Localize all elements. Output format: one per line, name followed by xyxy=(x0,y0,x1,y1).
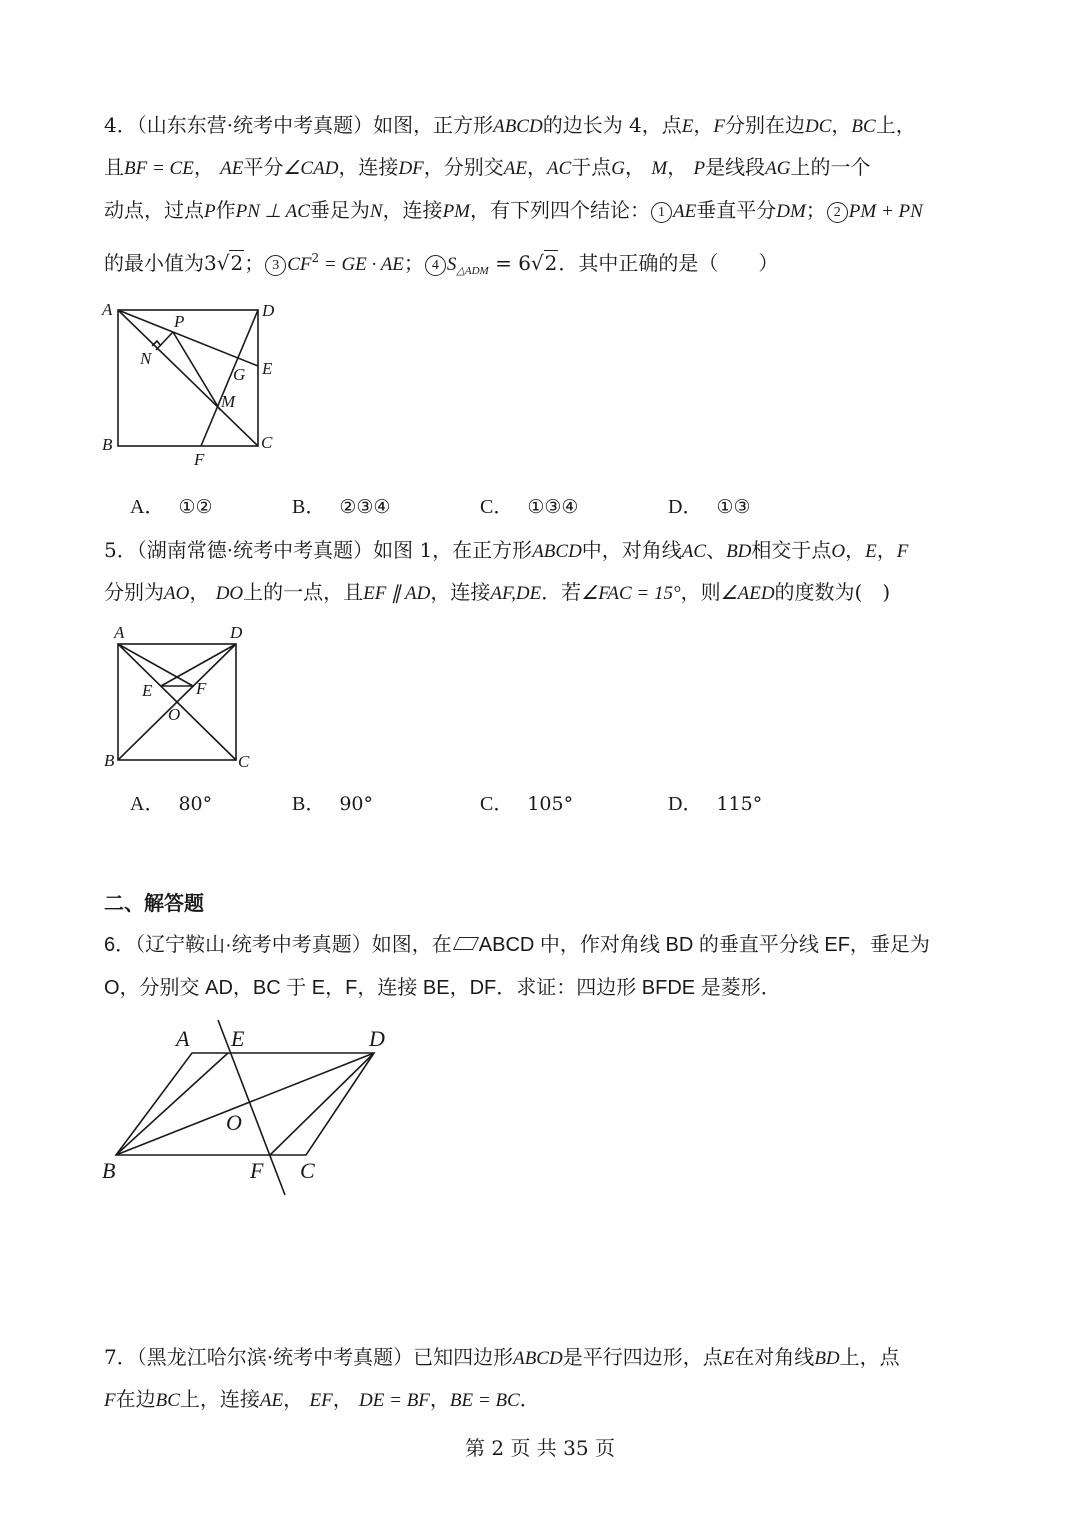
option-label: C． xyxy=(480,793,514,815)
q4-math: △ADM xyxy=(456,265,489,277)
q5-line-1 xyxy=(104,535,908,567)
q4-text: 且 xyxy=(104,155,124,179)
q4-text: 平分 xyxy=(243,155,284,179)
q4-math: G xyxy=(611,158,625,179)
q4-option-d xyxy=(668,493,751,521)
circled-number: 4 xyxy=(425,255,446,276)
q7-text: 是平行四边形，点 xyxy=(562,1345,723,1369)
q4-option-c xyxy=(480,493,578,521)
q6-source: （辽宁鞍山·统考中考真题） xyxy=(135,934,372,956)
q4-text: ，有下列四个结论： xyxy=(470,198,650,222)
q4-math: = GE · AE xyxy=(319,254,404,275)
q4-text: ， xyxy=(667,155,688,179)
q6-figure xyxy=(100,1015,400,1200)
option-label: A． xyxy=(130,793,165,815)
fig-label: C xyxy=(261,433,273,452)
q4-text: ．其中正确的是（ ） xyxy=(558,251,779,275)
fig-label: D xyxy=(262,301,275,320)
q5-text: ．若 xyxy=(541,580,582,604)
q5-figure xyxy=(100,620,260,775)
segment-df xyxy=(270,1053,374,1155)
q7-line-2 xyxy=(104,1384,540,1416)
q7-math: EF xyxy=(309,1390,333,1411)
q5-text: ， xyxy=(189,580,210,604)
option-value: 90° xyxy=(339,793,374,815)
fig-label: B xyxy=(102,435,113,454)
q5-text: 、 xyxy=(706,538,727,562)
q4-figure xyxy=(100,298,290,473)
sqrt-symbol: √ xyxy=(216,251,230,275)
q5-source: （湖南常德·统考中考真题） xyxy=(136,538,374,562)
fig-label: N xyxy=(140,349,152,368)
q4-math: F xyxy=(713,116,726,137)
option-label: A． xyxy=(130,496,165,518)
q4-option-b xyxy=(292,493,390,521)
q7-math: ABCD xyxy=(513,1348,563,1369)
q4-math: ABCD xyxy=(493,116,543,137)
option-label: C． xyxy=(480,496,514,518)
segment-af xyxy=(118,644,193,686)
q5-math: ∠FAC = 15° xyxy=(581,583,681,604)
q4-math: AE xyxy=(503,158,527,179)
q4-math: PM + PN xyxy=(848,201,923,222)
fig-label: F xyxy=(250,1158,264,1183)
q5-text: ， xyxy=(845,538,866,562)
q7-text: 已知四边形 xyxy=(413,1345,514,1369)
q4-line-1 xyxy=(104,110,916,142)
sqrt-symbol: √ xyxy=(530,251,544,275)
q4-math: S xyxy=(446,254,457,275)
fig-label: B xyxy=(102,1158,116,1183)
q5-line-2 xyxy=(104,577,890,609)
q7-math: E xyxy=(722,1348,735,1369)
q6-text: 如图，在 xyxy=(371,934,452,956)
fig-label: A xyxy=(102,300,113,319)
q4-math: P xyxy=(693,158,706,179)
q7-math: BE = BC xyxy=(449,1390,520,1411)
page-footer: 第 2 页 共 35 页 xyxy=(465,1436,615,1460)
q5-text: 中，对角线 xyxy=(581,538,682,562)
q4-math: 3 xyxy=(204,251,217,275)
q5-option-c xyxy=(480,790,573,818)
q7-text: 在对角线 xyxy=(734,1345,815,1369)
fig-label: D xyxy=(369,1026,385,1051)
q4-math: ∠CAD xyxy=(283,158,339,179)
fig-label: C xyxy=(238,752,250,771)
q4-text: 于点 xyxy=(571,155,612,179)
q5-text: 上的一点，且 xyxy=(243,580,364,604)
fig-label: C xyxy=(300,1158,315,1183)
q7-text: 上，连接 xyxy=(179,1387,260,1411)
q4-text: 如图，正方形 xyxy=(373,113,494,137)
q4-text: 分别在边 xyxy=(725,113,806,137)
q5-text: 分别为 xyxy=(104,580,164,604)
q4-math: AE xyxy=(673,201,697,222)
q6-line-2 xyxy=(104,973,781,1003)
q7-text: ． xyxy=(519,1387,540,1411)
q4-math: = 6 xyxy=(488,251,531,275)
parallelogram-icon xyxy=(453,937,479,950)
q4-text: 动点，过点 xyxy=(104,198,204,222)
option-label: D． xyxy=(668,793,703,815)
q4-text: ； xyxy=(805,198,826,222)
q4-math: 2 xyxy=(311,251,320,265)
q4-text: ，分别交 xyxy=(423,155,504,179)
q7-text: 在边 xyxy=(115,1387,156,1411)
q4-math: P xyxy=(204,201,216,222)
q7-text: ， xyxy=(283,1387,304,1411)
q4-text: 是线段 xyxy=(705,155,766,179)
q5-text: 相交于点 xyxy=(751,538,832,562)
q4-text: 上的一个 xyxy=(790,155,871,179)
q4-math: N xyxy=(369,201,383,222)
option-value: 80° xyxy=(178,793,213,815)
q4-math: BF = CE xyxy=(124,158,194,179)
fig-label: O xyxy=(168,705,181,724)
q6-number: 6． xyxy=(104,934,136,956)
section-title: 二、解答题 xyxy=(104,891,204,915)
q4-line-4 xyxy=(104,243,778,286)
q4-math: M xyxy=(651,158,668,179)
fig-label: F xyxy=(194,450,205,469)
q4-text: 垂足为 xyxy=(309,198,370,222)
q4-text: ， xyxy=(193,155,214,179)
q4-text: ， xyxy=(693,113,714,137)
q7-math: BD xyxy=(814,1348,840,1369)
q4-math: 2 xyxy=(230,251,244,275)
q5-text: ，则 xyxy=(680,580,721,604)
q4-math: AC xyxy=(546,158,572,179)
q5-math: ∠AED xyxy=(720,583,775,604)
q4-text: ， xyxy=(831,113,852,137)
q4-text: 垂直平分 xyxy=(696,198,777,222)
option-value: ①③ xyxy=(716,496,751,518)
q4-math: AG xyxy=(765,158,791,179)
q7-text: ， xyxy=(429,1387,450,1411)
q4-text: 上， xyxy=(875,113,916,137)
q7-source: （黑龙江哈尔滨·统考中考真题） xyxy=(136,1345,414,1369)
option-label: B． xyxy=(292,793,326,815)
q4-text: ， xyxy=(625,155,645,179)
q4-math: E xyxy=(681,116,694,137)
q4-math: BC xyxy=(851,116,876,137)
fig-label: A xyxy=(114,623,125,642)
fig-label: B xyxy=(104,751,115,770)
segment-df xyxy=(201,310,258,446)
q6-text: ABCD 中，作对角线 BD 的垂直平分线 EF，垂足为 xyxy=(478,934,930,956)
q4-text: 作 xyxy=(215,198,236,222)
q7-math: AE xyxy=(259,1390,284,1411)
circled-number: 3 xyxy=(265,255,286,276)
fig-label: E xyxy=(231,1026,245,1051)
option-value: ①② xyxy=(178,496,213,518)
option-value: ②③④ xyxy=(339,496,391,518)
fig-label: M xyxy=(221,392,236,411)
option-label: D． xyxy=(668,496,703,518)
q6-text: O，分别交 AD，BC 于 E，F，连接 BE，DF．求证：四边形 BFDE 是菱形． xyxy=(104,977,781,999)
q5-option-b xyxy=(292,790,373,818)
q5-math: ABCD xyxy=(532,541,582,562)
q5-math: F xyxy=(896,541,909,562)
q7-text: 上，点 xyxy=(839,1345,900,1369)
q5-text: ， xyxy=(876,538,897,562)
fig-label: F xyxy=(196,679,207,698)
q4-text: ，连接 xyxy=(338,155,399,179)
q4-line-2 xyxy=(104,152,870,184)
q5-text: 如图 1，在正方形 xyxy=(373,538,533,562)
option-value: 105° xyxy=(527,793,574,815)
q7-math: F xyxy=(104,1390,116,1411)
q7-math: BC xyxy=(155,1390,180,1411)
q4-line-3 xyxy=(104,195,923,227)
q5-text: ，连接 xyxy=(430,580,491,604)
q5-math: BD xyxy=(726,541,752,562)
q4-source: （山东东营·统考中考真题） xyxy=(136,113,374,137)
q4-math: CF xyxy=(287,254,312,275)
q5-math: DO xyxy=(215,583,244,604)
fig-label: E xyxy=(262,359,273,378)
option-value: ①③④ xyxy=(527,496,579,518)
q5-math: E xyxy=(865,541,877,562)
q4-text: 的最小值为 xyxy=(104,251,204,275)
q7-number: 7． xyxy=(104,1345,137,1369)
q6-line-1 xyxy=(104,930,930,960)
circled-number: 1 xyxy=(651,202,672,223)
q5-math: EF ∥ AD xyxy=(363,583,431,604)
q4-math: DC xyxy=(805,116,832,137)
q4-math: AE xyxy=(220,158,244,179)
q5-math: AF,DE xyxy=(490,583,542,604)
q5-math: AO xyxy=(164,583,190,604)
q5-math: AC xyxy=(681,541,707,562)
q4-option-a xyxy=(130,493,213,521)
q4-math: PN ⊥ AC xyxy=(235,201,310,222)
q5-text: 的度数为( ) xyxy=(774,580,891,604)
q4-text: ，连接 xyxy=(382,198,443,222)
q4-text: ， xyxy=(526,155,547,179)
circled-number: 2 xyxy=(827,202,848,223)
segment-be xyxy=(116,1053,228,1155)
q4-number: 4． xyxy=(104,113,137,137)
fig-label: P xyxy=(174,312,185,331)
fig-label: D xyxy=(230,623,243,642)
q4-text: 的边长为 4，点 xyxy=(542,113,682,137)
q5-option-a xyxy=(130,790,212,818)
fig-label: O xyxy=(226,1110,242,1135)
q7-line-1 xyxy=(104,1342,900,1374)
fig-label: A xyxy=(176,1026,190,1051)
segment-pn xyxy=(156,332,173,350)
q5-number: 5． xyxy=(104,538,137,562)
q4-math: 2 xyxy=(544,251,558,275)
option-label: B． xyxy=(292,496,326,518)
option-value: 115° xyxy=(716,793,763,815)
q4-math: DM xyxy=(776,201,806,222)
q4-text: ； xyxy=(244,251,265,275)
q7-math: DE = BF xyxy=(359,1390,430,1411)
q4-math: PM xyxy=(442,201,470,222)
fig-label: E xyxy=(142,681,153,700)
q4-math: DF xyxy=(398,158,424,179)
q5-option-d xyxy=(668,790,762,818)
fig-label: G xyxy=(233,365,246,384)
q7-text: ， xyxy=(332,1387,353,1411)
q4-text: ； xyxy=(403,251,424,275)
q5-math: O xyxy=(831,541,846,562)
